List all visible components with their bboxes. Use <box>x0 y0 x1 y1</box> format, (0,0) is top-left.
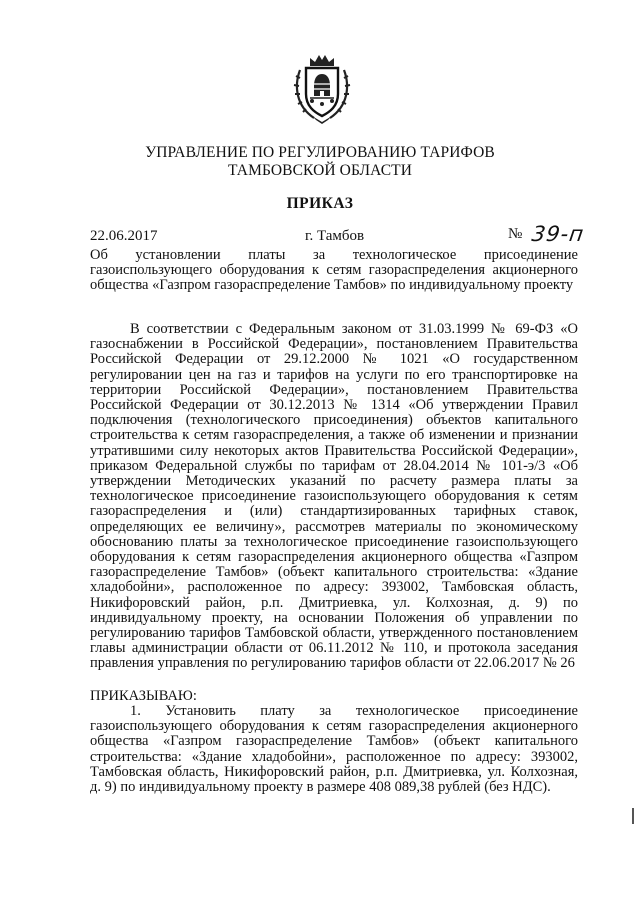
document-type-title: ПРИКАЗ <box>286 195 354 212</box>
handwritten-number: 39-п <box>530 222 586 246</box>
document-subject: Об установлении платы за технологическое присоединение газоиспользующего оборудования к сетям газораспределения акционерного общества «Газпром газораспределение Тамбов» по индивидуальному проекту <box>90 247 578 294</box>
document-city: г. Тамбов <box>305 228 365 244</box>
order-keyword: ПРИКАЗЫВАЮ: <box>90 688 197 704</box>
number-sign: № <box>508 225 523 242</box>
document-date: 22.06.2017 <box>90 228 158 244</box>
scan-edge-mark <box>632 808 634 824</box>
order-item: 1. Установить плату за технологическое присоединение газоиспользующего оборудования к сетям газораспределения акционерного общества «Газпром газораспределение Тамбов» (объект капитального строительства: «Здание хладобойни», расположенное по адресу: 393002, Тамбовская область, Никифоровский район, р.п. Дмитриевка, ул. Колхозная, д. 9) по индивидуальному проекту в размере 408 089,38 рублей (без НДС). <box>90 703 578 796</box>
preamble-paragraph: В соответствии с Федеральным законом от 31.03.1999 № 69-ФЗ «О газоснабжении в Российской Федерации», постановлением Правительства Российской Федерации от 29.12.2000 № 1021 «О государственном регулировании цен на газ и тарифов на услуги по его транспортировке на территории Российской Федерации», постановлением Правительства Российской Федерации от 30.12.2013 № 1314 «Об утверждении Правил подключения (технологического присоединения) объектов капитального строительства к сетям газораспределения, а также об изменении и признании утратившими силу некоторых актов Правительства Российской Федерации», приказом Федеральной службы по тарифам от 28.04.2014 № 101-э/3 «Об утверждении Методических указаний по расчету размера платы за технологическое присоединение газоиспользующего оборудования к сетям газораспределения и (или) стандартизированных тарифных ставок, определяющих ее величину», рассмотрев материалы по экономическому обоснованию платы за технологическое присоединение газоиспользующего оборудования к сетям газораспределения акционерного общества «Газпром газораспределение Тамбов» (объект капитального строительства: «Здание хладобойни», расположенное по адресу: 393002, Тамбовская область, Никифоровский район, р.п. Дмитриевка, ул. Колхозная, д. 9) по индивидуальному проекту, на основании Положения об управлении по регулированию тарифов Тамбовской области, утвержденного постановлением главы администрации области от 06.11.2012 № 110, и протокола заседания правления управления по регулированию тарифов области от 22.06.2017 № 26 <box>90 321 578 672</box>
organization-name-line2: ТАМБОВСКОЙ ОБЛАСТИ <box>228 162 412 179</box>
document-number <box>508 222 584 246</box>
organization-name-line1: УПРАВЛЕНИЕ ПО РЕГУЛИРОВАНИЮ ТАРИФОВ <box>145 144 495 161</box>
tambov-coat-of-arms-icon <box>292 52 352 126</box>
